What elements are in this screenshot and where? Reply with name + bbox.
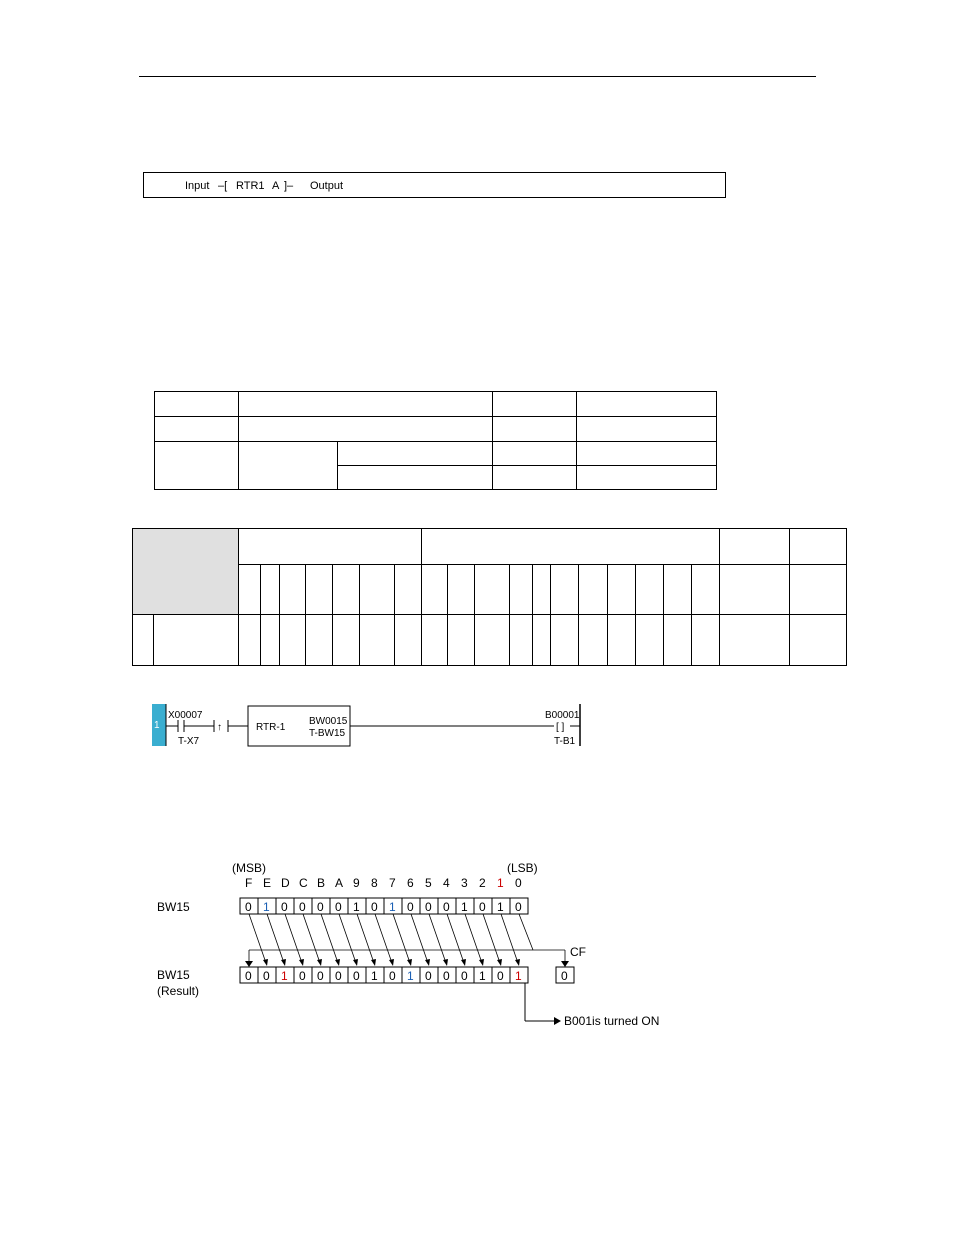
result-bit: 1	[407, 969, 414, 983]
operand-device: BW0015	[309, 716, 348, 727]
bit-position-label: 9	[353, 876, 360, 890]
result-bit: 1	[371, 969, 378, 983]
shift-arrow	[281, 959, 286, 966]
shift-arrow	[479, 959, 484, 966]
function-name: RTR-1	[256, 722, 286, 733]
shift-arrow	[515, 959, 520, 966]
annotation-arrow	[525, 983, 561, 1025]
contact-device: X00007	[168, 710, 203, 721]
result-bit: 0	[353, 969, 360, 983]
syntax-instruction: RTR1	[236, 180, 265, 192]
source-bit: 0	[299, 900, 306, 914]
shift-arrow	[317, 959, 322, 966]
shift-arrow	[447, 914, 464, 963]
result-bit: 1	[479, 969, 486, 983]
bit-position-label: 5	[425, 876, 432, 890]
shift-arrow	[249, 914, 266, 963]
result-bit: 0	[335, 969, 342, 983]
shift-arrow	[389, 959, 394, 966]
shift-arrow	[461, 959, 466, 966]
result-bit: 0	[425, 969, 432, 983]
shift-arrow	[465, 914, 482, 963]
bit-position-label: D	[281, 876, 290, 890]
source-register-label: BW15	[157, 900, 190, 914]
bit-position-label: 4	[443, 876, 450, 890]
source-bit: 0	[317, 900, 324, 914]
source-bit: 1	[461, 900, 468, 914]
operand-tag: T-BW15	[309, 728, 346, 739]
bit-position-label: B	[317, 876, 326, 890]
shift-arrow	[321, 914, 338, 963]
contact-tag: T-X7	[178, 736, 200, 747]
shift-arrow	[267, 914, 284, 963]
shift-arrow	[353, 959, 358, 966]
shift-arrow	[263, 959, 268, 966]
device-table	[132, 528, 847, 666]
bit-position-label: 7	[389, 876, 396, 890]
bit-position-label: 0	[515, 876, 522, 890]
result-bit: 1	[281, 969, 288, 983]
result-bit: 0	[245, 969, 252, 983]
result-bit: 1	[515, 969, 522, 983]
coil-device: B00001	[545, 710, 580, 721]
result-register	[240, 967, 528, 983]
edge-symbol: ↑	[217, 722, 222, 733]
shift-arrow	[339, 914, 356, 963]
result-bit: 0	[461, 969, 468, 983]
annotation-text: B001is turned ON	[564, 1014, 660, 1028]
shift-arrow	[411, 914, 428, 963]
shift-arrow	[561, 961, 569, 967]
source-bit: 0	[425, 900, 432, 914]
source-register	[240, 898, 528, 914]
syntax-close-bracket: ]–	[284, 180, 294, 192]
source-bit: 0	[281, 900, 288, 914]
result-bit: 0	[443, 969, 450, 983]
result-bit: 0	[389, 969, 396, 983]
shift-arrow	[393, 914, 410, 963]
shift-arrow	[443, 959, 448, 966]
rung-number: 1	[154, 720, 160, 731]
ladder-diagram	[148, 700, 588, 752]
shift-arrow	[425, 959, 430, 966]
shift-arrow	[245, 961, 253, 967]
shift-arrow	[335, 959, 340, 966]
cf-value: 0	[561, 969, 568, 983]
coil-tag: T-B1	[554, 736, 576, 747]
bit-position-labels	[245, 876, 522, 890]
result-bit: 0	[497, 969, 504, 983]
shift-arrow	[371, 959, 376, 966]
bit-position-label: 1	[497, 876, 504, 890]
lsb-label: (LSB)	[507, 861, 538, 875]
source-bit: 1	[263, 900, 270, 914]
shift-arrow	[519, 914, 533, 950]
source-bit: 0	[371, 900, 378, 914]
bit-position-label: F	[245, 876, 253, 890]
source-bit: 0	[407, 900, 414, 914]
coil-symbol: [ ]	[556, 722, 565, 733]
bit-position-label: A	[335, 876, 344, 890]
shift-arrow	[285, 914, 302, 963]
shift-arrow	[303, 914, 320, 963]
source-bit: 0	[515, 900, 522, 914]
shift-arrow	[497, 959, 502, 966]
shift-arrow	[483, 914, 500, 963]
bit-position-label: E	[263, 876, 272, 890]
syntax-open-bracket: –[	[218, 180, 228, 192]
source-bit: 1	[497, 900, 504, 914]
result-bit: 0	[317, 969, 324, 983]
cf-label: CF	[570, 945, 586, 959]
shift-arrow	[407, 959, 412, 966]
syntax-operand: A	[272, 180, 280, 192]
bit-position-label: 8	[371, 876, 378, 890]
shift-arrow	[501, 914, 518, 963]
result-register-label: BW15	[157, 968, 190, 982]
bit-position-label: C	[299, 876, 308, 890]
result-bit: 0	[263, 969, 270, 983]
shift-arrow	[299, 959, 304, 966]
header-rule	[139, 76, 816, 77]
syntax-output-label: Output	[310, 180, 344, 192]
operand-table	[154, 391, 717, 490]
source-bit: 0	[335, 900, 342, 914]
source-bit: 0	[479, 900, 486, 914]
source-bit: 0	[443, 900, 450, 914]
syntax-input-label: Input	[185, 180, 210, 192]
shift-arrows	[245, 914, 569, 967]
bit-position-label: 6	[407, 876, 414, 890]
bit-position-label: 2	[479, 876, 486, 890]
result-bit: 0	[299, 969, 306, 983]
shift-arrow	[375, 914, 392, 963]
shift-arrow	[357, 914, 374, 963]
bit-rotation-diagram	[150, 855, 670, 1035]
syntax-box	[143, 172, 726, 198]
source-bit: 1	[353, 900, 360, 914]
shift-arrow	[429, 914, 446, 963]
result-register-sublabel: (Result)	[157, 984, 200, 998]
source-bit: 1	[389, 900, 396, 914]
source-bit: 0	[245, 900, 252, 914]
bit-position-label: 3	[461, 876, 468, 890]
msb-label: (MSB)	[232, 861, 266, 875]
